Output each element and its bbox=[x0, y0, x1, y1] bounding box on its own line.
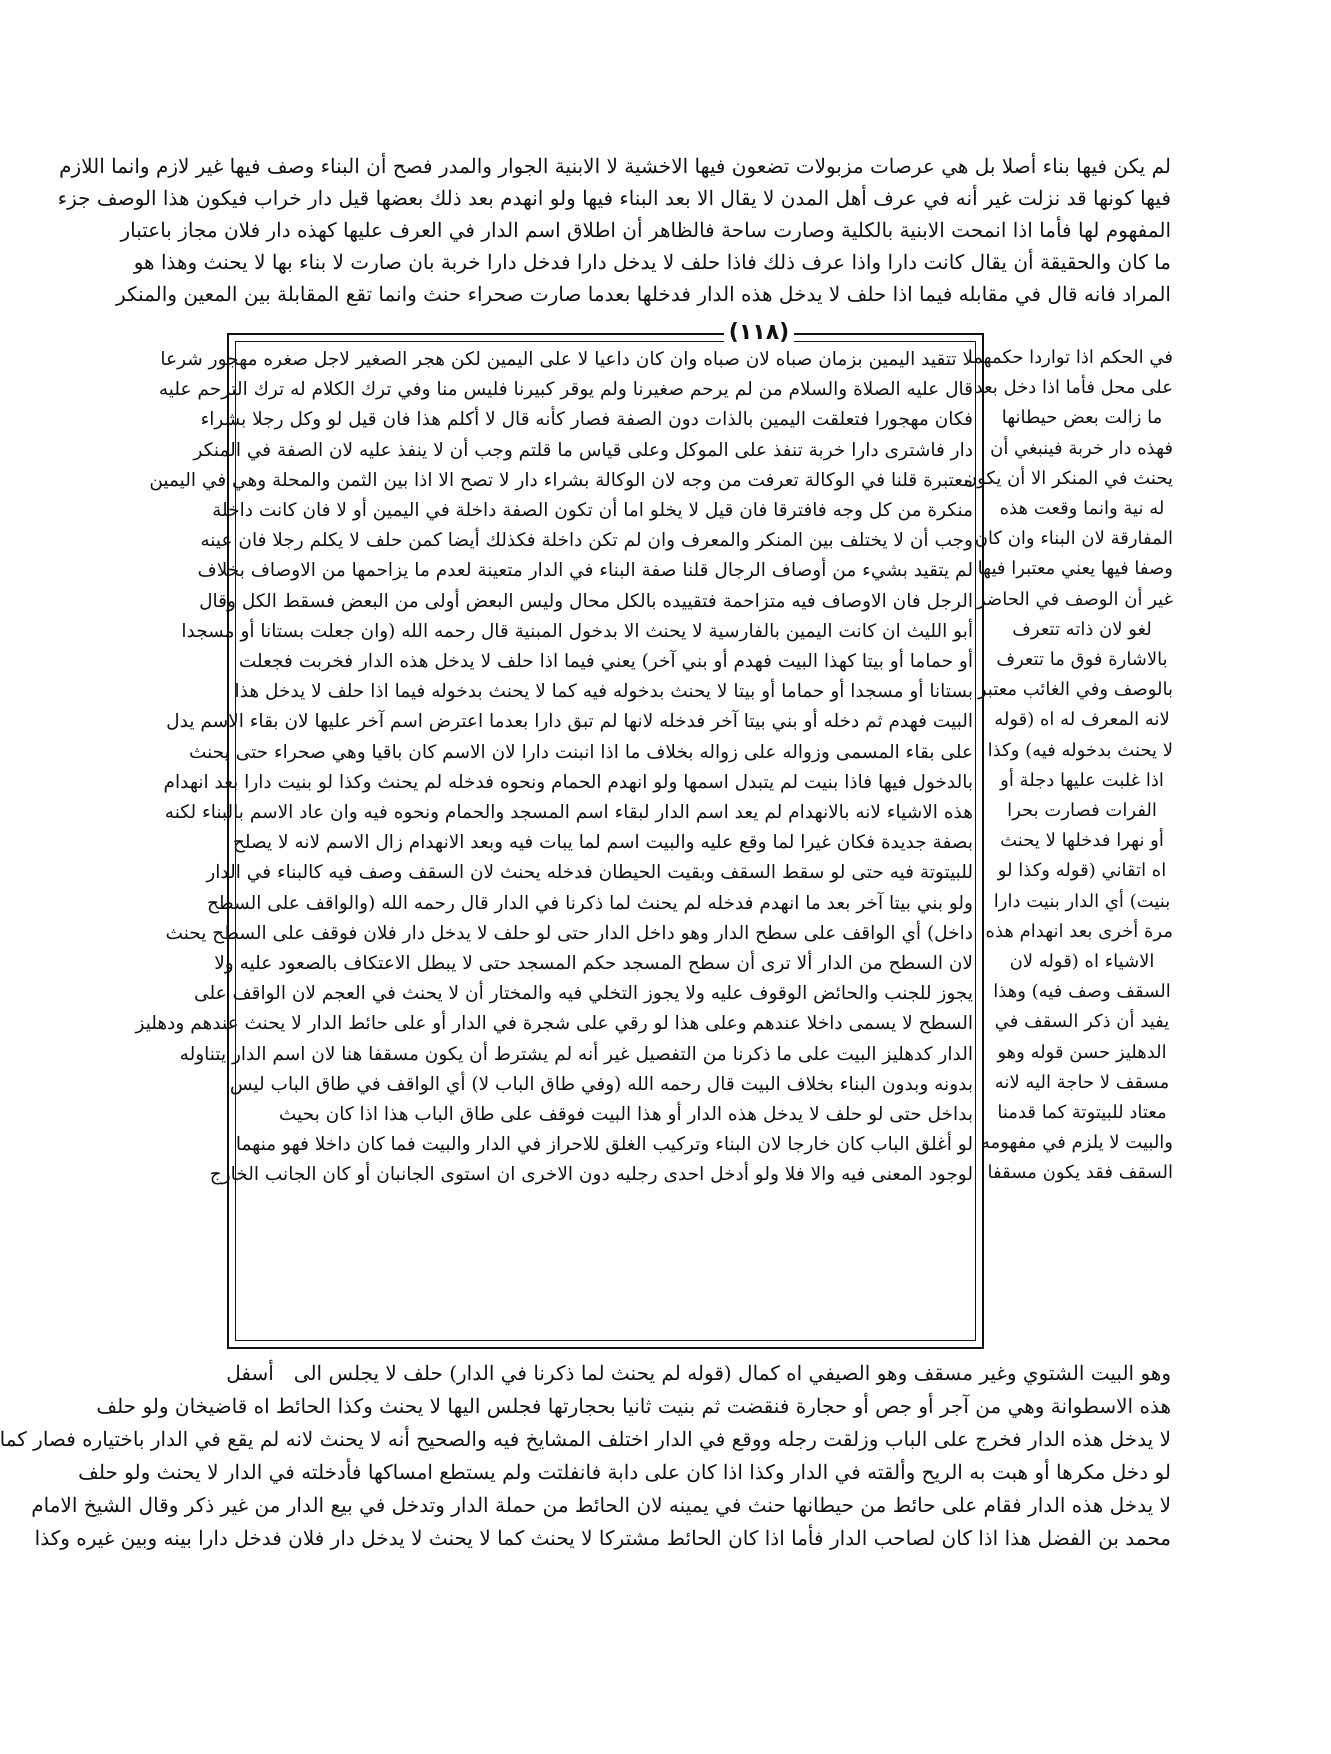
main-line: داخل) أي الواقف على سطح الدار وهو داخل الدار حتى لو حلف لا يدخل دار فلان فوقف على السطح يحنث bbox=[165, 922, 973, 944]
margin-line: وصفا فيها يعني معتبرا فيها bbox=[977, 558, 1173, 580]
margin-line: يحنث في المنكر الا أن يكون bbox=[963, 467, 1173, 489]
margin-line: اه اتقاني (قوله وكذا لو bbox=[997, 860, 1167, 882]
top-line: المفهوم لها فأما اذا انمحت الابنية بالكلية وصارت ساحة فالظاهر أن اطلاق اسم الدار في العرف عليها كهذه دار فلان مجاز باعتبار bbox=[120, 218, 1171, 242]
main-line: بالدخول فيها فاذا بنيت لم يتبدل اسمها ولو انهدم الحمام ونحوه فدخله لم يحنث وكذا لو بنيت دارا بعد انهدام bbox=[163, 771, 973, 793]
main-line: هذه الاشياء لانه بالانهدام لم يعد اسم الدار لبقاء اسم المسجد والحمام ونحوه فيه وان عاد الاسم بالبناء لكنه bbox=[164, 802, 973, 824]
main-line: لا تتقيد اليمين بزمان صباه لان صباه وان كان داعيا لا على اليمين لكن هجر الصغير لاجل صغره مهجور شرعا bbox=[160, 349, 973, 370]
margin-line: الاشياء اه (قوله لان bbox=[1009, 951, 1155, 973]
margin-line: لغو لان ذاته تتعرف bbox=[1012, 618, 1152, 640]
main-line: بدونه وبدون البناء بخلاف البيت قال رحمه الله (وفي طاق الباب لا) أي الواقف في طاق الباب ليس bbox=[229, 1073, 973, 1095]
top-line: فيها كونها قد نزلت غير أنه في عرف أهل المدن لا يقال الا بعد البناء فيها ولو انهدم بعد ذلك بعضها قيل دار خراب فيكون هذا الوصف جزء bbox=[57, 186, 1171, 210]
main-line: البيت فهدم ثم دخله أو بني بيتا آخر فدخله لانها لم تبق دارا بعدما اعترض اسم آخر عليها لان بقاء الاسم يدل bbox=[166, 711, 973, 733]
main-line: ولو بني بيتا آخر بعد ما انهدم فدخله لم يحنث لما ذكرنا في الدار قال رحمه الله (والواقف على السطح bbox=[206, 892, 973, 914]
bottom-text-block bbox=[0, 1357, 1171, 1555]
margin-line: المفارقة لان البناء وان كان bbox=[974, 528, 1173, 550]
margin-line: مرة أخرى بعد انهدام هذه bbox=[985, 920, 1173, 942]
main-text-block bbox=[135, 345, 973, 1191]
margin-line: بنيت) أي الدار بنيت دارا bbox=[993, 890, 1171, 912]
page-number: (١١٨) bbox=[724, 318, 794, 348]
top-text-block bbox=[57, 150, 1171, 310]
bottom-line: لا يدخل هذه الدار فخرج على الباب وزلقت رجله ووقع في الدار اختلف المشايخ فيه والصحيح أنه لا يحنث لانه لم يقع في الدار باختياره فصار كما bbox=[0, 1427, 1171, 1451]
margin-line: معتاد للبيتوتة كما قدمنا bbox=[997, 1102, 1167, 1124]
main-line: لم يتقيد بشيء من أوصاف الرجال قلنا صفة البناء في الدار متعينة لعدم ما يزاحمها من الاوصاف بخلاف bbox=[197, 560, 973, 582]
main-line: لوجود المعنى فيه والا فلا ولو أدخل احدى رجليه دون الاخرى ان استوى الجانبان أو كان الجانب الخارج bbox=[209, 1164, 973, 1186]
main-line: أو حماما أو بيتا كهذا البيت فهدم أو بني آخر) يعني فيما اذا حلف لا يدخل هذه الدار فخربت فجعلت bbox=[238, 651, 973, 673]
main-line: لان السطح من الدار ألا ترى أن سطح المسجد حكم المسجد حتى لا يبطل الاعتكاف بالصعود عليه ولا bbox=[214, 953, 973, 975]
main-line: الرجل فان الاوصاف فيه متزاحمة فتقييده بالكل محال وليس البعض أولى من البعض فسقط الكل وقال bbox=[199, 590, 973, 612]
margin-line: على محل فأما اذا دخل بعد bbox=[974, 377, 1173, 399]
margin-line: أو نهرا فدخلها لا يحنث bbox=[1000, 830, 1164, 852]
main-line: لو أغلق الباب كان خارجا لان البناء وتركيب الغلق للاحراز في الدار والبيت فما كان داخلا فهو منهما bbox=[235, 1134, 973, 1156]
main-line: أبو الليث ان كانت اليمين بالفارسية لا يحنث الا بدخول المبنية قال رحمه الله (وان جعلت بستانا أو مسجدا bbox=[181, 620, 973, 642]
main-line: دار فاشترى دارا خربة تنفذ على الموكل وعلى قياس ما قلتم وجب أن لا ينفذ عليه لان الصفة في المنكر bbox=[193, 439, 973, 461]
margin-line: ما زالت بعض حيطانها bbox=[1001, 407, 1163, 429]
margin-commentary bbox=[963, 343, 1173, 1189]
main-line: بداخل حتى لو حلف لا يدخل هذه الدار أو هذا البيت فوقف على طاق الباب هذا اذا كان بحيث bbox=[278, 1104, 973, 1126]
catchword: أسفل bbox=[226, 1361, 274, 1385]
margin-line: السقف وصف فيه) وهذا bbox=[993, 981, 1171, 1003]
top-line: لم يكن فيها بناء أصلا بل هي عرصات مزبولات تضعون فيها الاخشية لا الابنية الجوار والمدر فصح أن البناء وصف فيها غير لازم وانما اللازم bbox=[59, 154, 1171, 178]
main-line: السطح لا يسمى داخلا عندهم وعلى هذا لو رقي على شجرة في الدار أو على حائط الدار لا يحنث عندهم ودهليز bbox=[135, 1013, 973, 1035]
bottom-line: لو دخل مكرها أو هبت به الريح وألقته في الدار وكذا اذا كان على دابة فانفلتت ولم يستطع امساكها فأدخلته في الدار لا يحنث ولو حلف bbox=[78, 1460, 1171, 1484]
top-line: ما كان والحقيقة أن يقال كانت دارا واذا عرف ذلك فاذا حلف لا يدخل دارا فدخل دارا خربة بان صارت لا بناء بها لا يحنث وهذا هو bbox=[133, 250, 1171, 274]
margin-line: لانه المعرف له اه (قوله bbox=[994, 709, 1170, 731]
bottom-first-line bbox=[226, 1357, 1171, 1390]
main-line: الدار كدهليز البيت على ما ذكرنا من التفصيل غير أنه لم يشترط أن يكون مسقفا هنا لان اسم الدار يتناوله bbox=[179, 1043, 973, 1065]
margin-line: لا يحنث بدخوله فيه) وكذا bbox=[987, 739, 1173, 761]
main-line: وجب أن لا يختلف بين المنكر والمعرف وان لم تكن داخلة فكذلك أيضا كمن حلف لا يكلم رجلا فان عينه bbox=[200, 530, 973, 552]
top-line: المراد فانه قال في مقابله فيما اذا حلف لا يدخل هذه الدار فدخلها بعدما صارت صحراء حنث وانما تقع المقابلة بين المعين والمنكر bbox=[116, 282, 1171, 306]
main-line: قال عليه الصلاة والسلام من لم يرحم صغيرنا ولم يوقر كبيرنا فليس منا وفي ترك الكلام له ترك الترحم عليه bbox=[158, 379, 973, 401]
main-line: للبيتوتة فيه حتى لو سقط السقف وبقيت الحيطان فدخله يحنث لان السقف وصف فيه كالبناء في الدار bbox=[206, 862, 973, 884]
margin-line: في الحكم اذا تواردا حكمهما bbox=[967, 347, 1173, 368]
main-line: على بقاء المسمى وزواله على زواله بخلاف ما اذا انبنت دارا لان الاسم كان باقيا وهي صحراء حتى يحنث bbox=[188, 741, 973, 763]
main-line: فكان مهجورا فتعلقت اليمين بالذات دون الصفة فصار كأنه قال لا أكلم هذا فان قيل لو وكل رجلا بشراء bbox=[200, 409, 973, 431]
margin-line: الفرات فصارت بحرا bbox=[1007, 800, 1157, 822]
margin-line: مسقف لا حاجة اليه لانه bbox=[994, 1071, 1170, 1093]
margin-continuation: وهو البيت الشتوي وغير مسقف وهو الصيفي اه كمال (قوله لم يحنث لما ذكرنا في الدار) حلف لا يجلس الى bbox=[293, 1361, 1171, 1385]
margin-line: السقف فقد يكون مسقفا bbox=[987, 1162, 1173, 1184]
main-line: يجوز للجنب والحائض الوقوف عليه ولا يجوز التخلي فيه والمختار أن لا يحنث في العجم لان الواقف على bbox=[194, 983, 973, 1005]
main-line: بصفة جديدة فكان غيرا لما وقع عليه والبيت اسم لما يبات فيه وبعد الانهدام زال الاسم لانه لا يصلح bbox=[232, 832, 973, 854]
margin-line: غير أن الوصف في الحاضر bbox=[977, 588, 1173, 610]
margin-line: اذا غلبت عليها دجلة أو bbox=[1000, 769, 1164, 791]
bottom-line: محمد بن الفضل هذا اذا كان لصاحب الدار فأما اذا كان الحائط مشتركا لا يحنث كما لا يحنث لا يدخل دار فلان فدخل دارا بينه وبين غيره وكذا bbox=[34, 1526, 1171, 1550]
main-line: معتبرة قلنا في الوكالة تعرفت من وجه لان الوكالة بشراء دار لا تصح الا اذا بين الثمن والمحلة وهي في اليمين bbox=[149, 469, 973, 491]
margin-line: فهذه دار خربة فينبغي أن bbox=[990, 437, 1173, 459]
main-line: بستانا أو مسجدا أو حماما أو بيتا لا يحنث بدخوله فيه كما لا يحنث بدخوله فيما اذا حلف لا يدخل هذا bbox=[234, 681, 973, 703]
margin-line: والبيت لا يلزم في مفهومه bbox=[980, 1132, 1173, 1154]
margin-line: بالوصف وفي الغائب معتبر bbox=[977, 679, 1173, 701]
margin-line: له نية وانما وقعت هذه bbox=[999, 498, 1165, 520]
margin-line: بالاشارة فوق ما تتعرف bbox=[996, 649, 1168, 671]
main-line: منكرة من كل وجه فافترقا فان قيل لا يخلو اما أن تكون الصفة داخلة في اليمين أو لا فان كانت داخلة bbox=[212, 500, 973, 522]
margin-line: الدهليز حسن قوله وهو bbox=[997, 1041, 1167, 1063]
margin-line: يفيد أن ذكر السقف في bbox=[994, 1011, 1170, 1033]
bottom-line: هذه الاسطوانة وهي من آجر أو جص أو حجارة فنقضت ثم بنيت ثانيا بحجارتها فجلس اليها لا يحنث وكذا الحائط اه قاضيخان ولو حلف bbox=[96, 1394, 1171, 1418]
bottom-line: لا يدخل هذه الدار فقام على حائط من حيطانها حنث في يمينه لان الحائط من حملة الدار وتدخل في بيع الدار من غير ذكر وقال الشيخ الامام bbox=[31, 1493, 1171, 1517]
